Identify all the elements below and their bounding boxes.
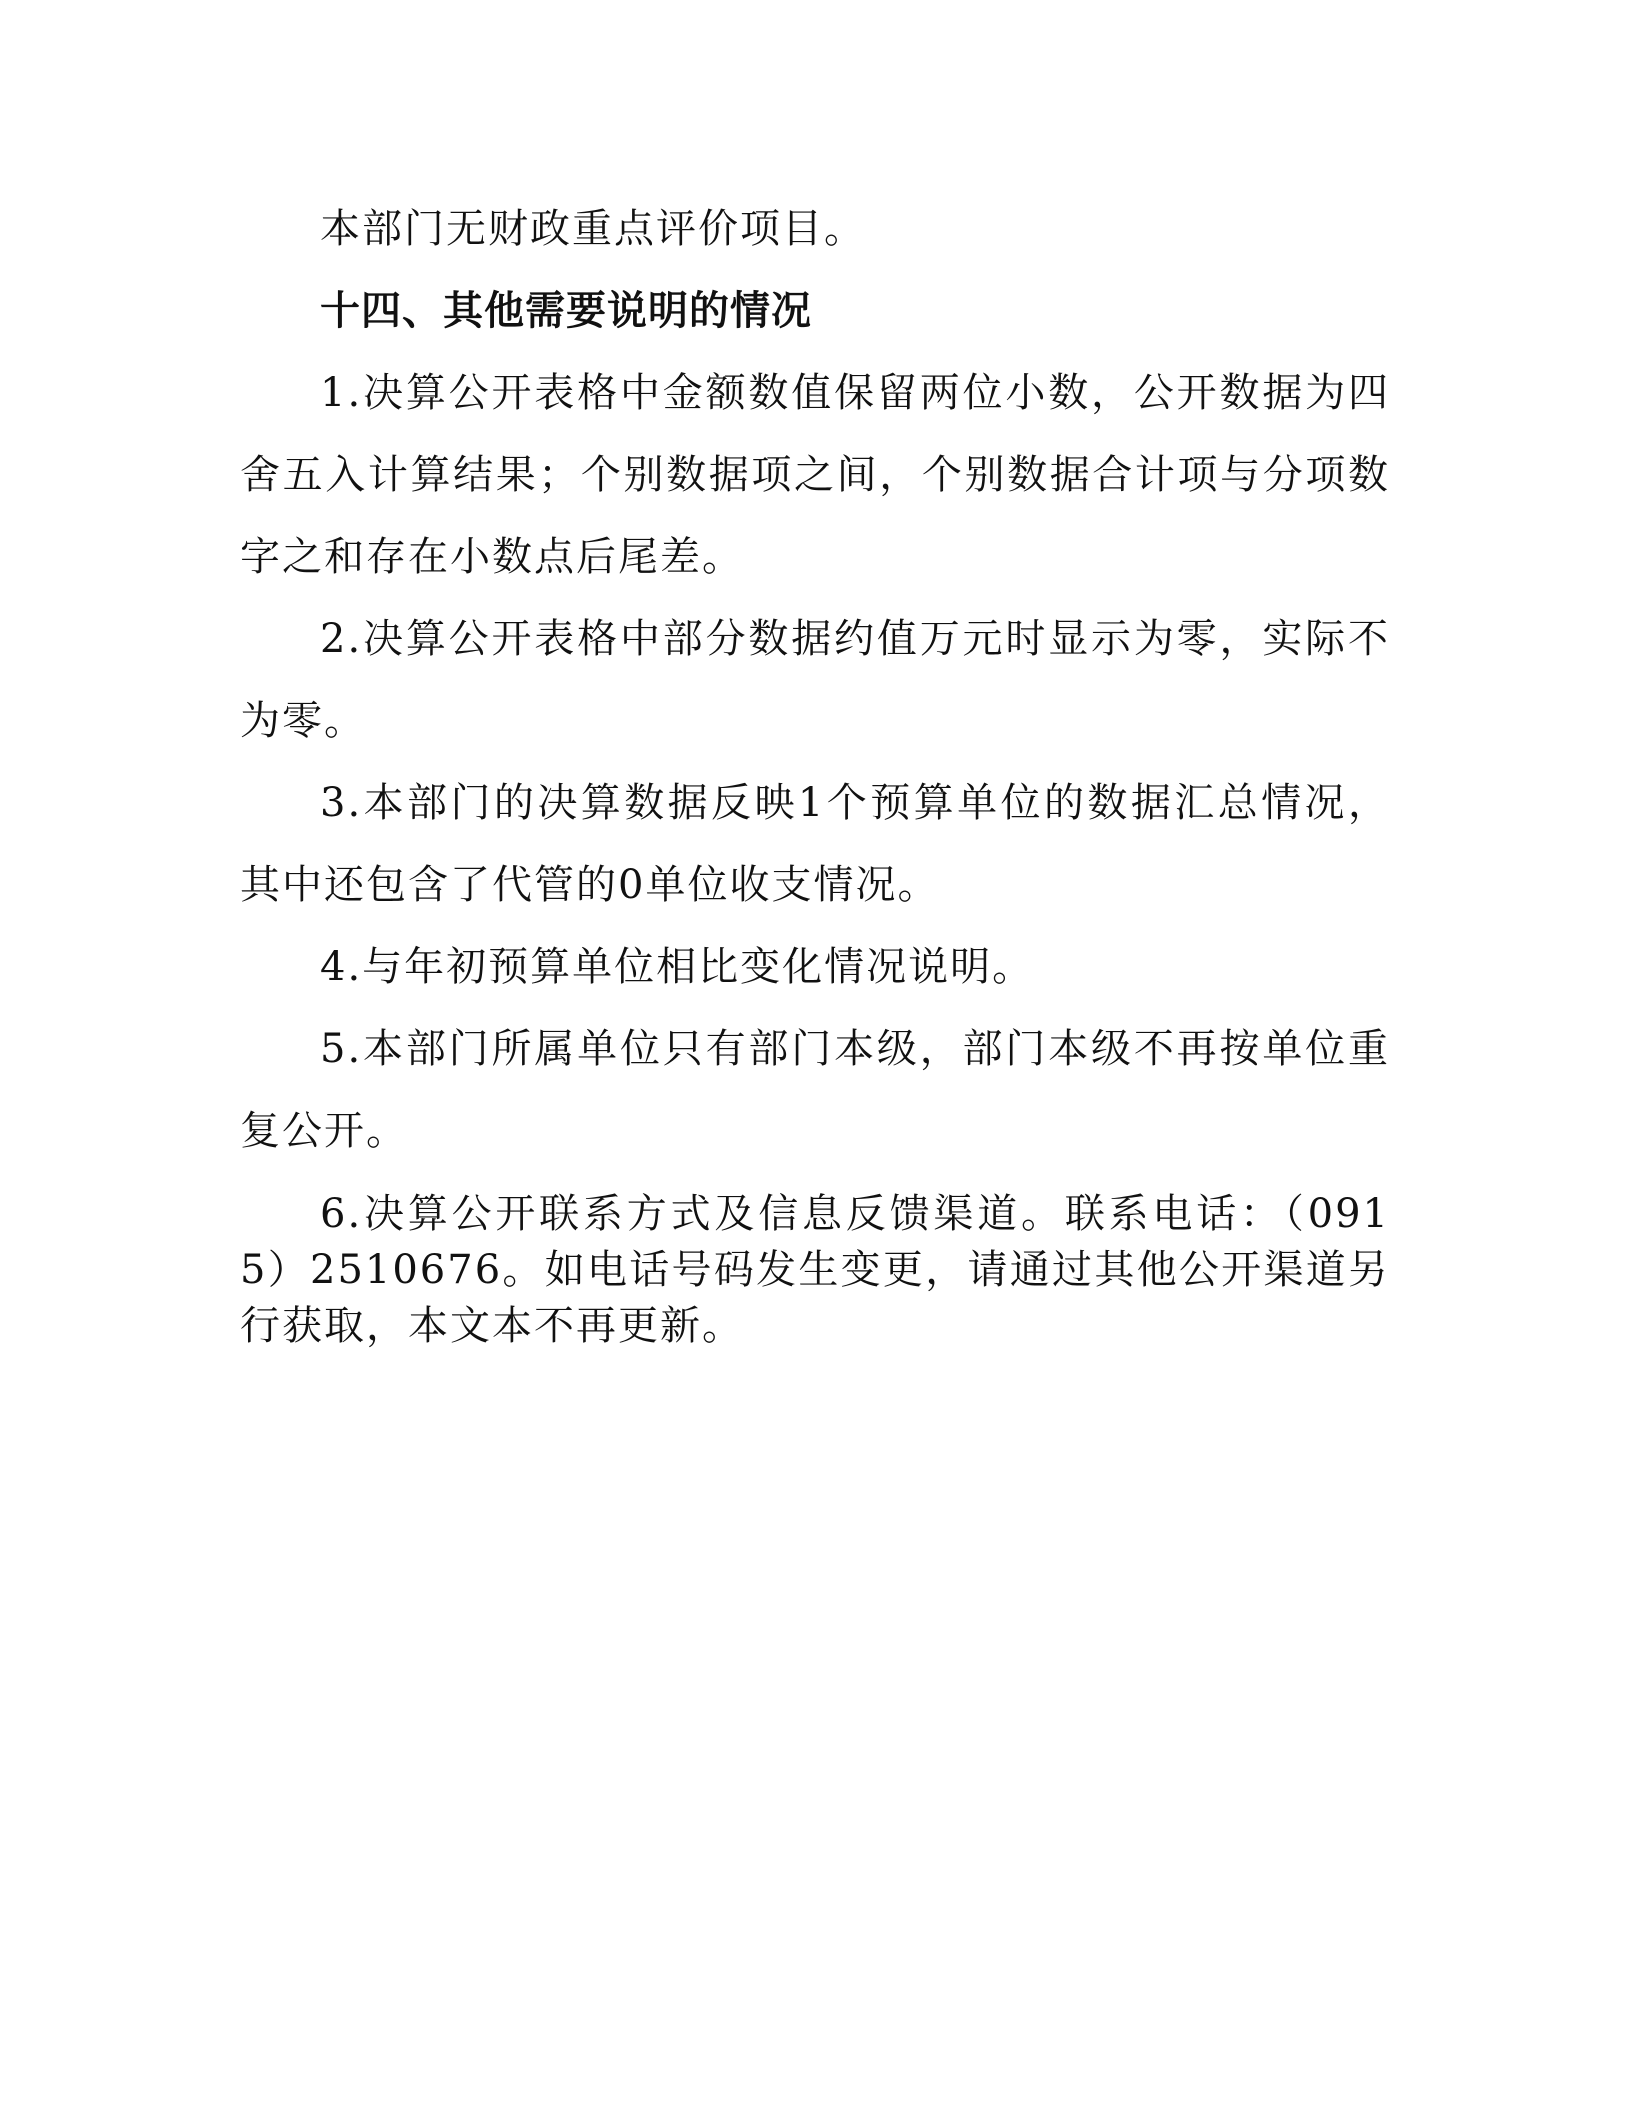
note-item-1: 1.决算公开表格中金额数值保留两位小数，公开数据为四舍五入计算结果；个别数据项之间，个别数据合计项与分项数字之和存在小数点后尾差。 xyxy=(240,370,1390,580)
note-item-4: 4.与年初预算单位相比变化情况说明。 xyxy=(320,944,1035,990)
section-heading: 十四、其他需要说明的情况 xyxy=(320,288,812,334)
document-body xyxy=(240,188,1390,1354)
note-item-6: 6.决算公开联系方式及信息反馈渠道。联系电话：（0915）2510676。如电话号码发生变更，请通过其他公开渠道另行获取，本文本不再更新。 xyxy=(240,1191,1390,1349)
note-item-2: 2.决算公开表格中部分数据约值万元时显示为零，实际不为零。 xyxy=(240,616,1390,744)
note-item-3: 3.本部门的决算数据反映1个预算单位的数据汇总情况，其中还包含了代管的0单位收支情况。 xyxy=(240,780,1390,908)
note-item-5: 5.本部门所属单位只有部门本级，部门本级不再按单位重复公开。 xyxy=(240,1026,1390,1154)
intro-paragraph: 本部门无财政重点评价项目。 xyxy=(320,206,866,252)
